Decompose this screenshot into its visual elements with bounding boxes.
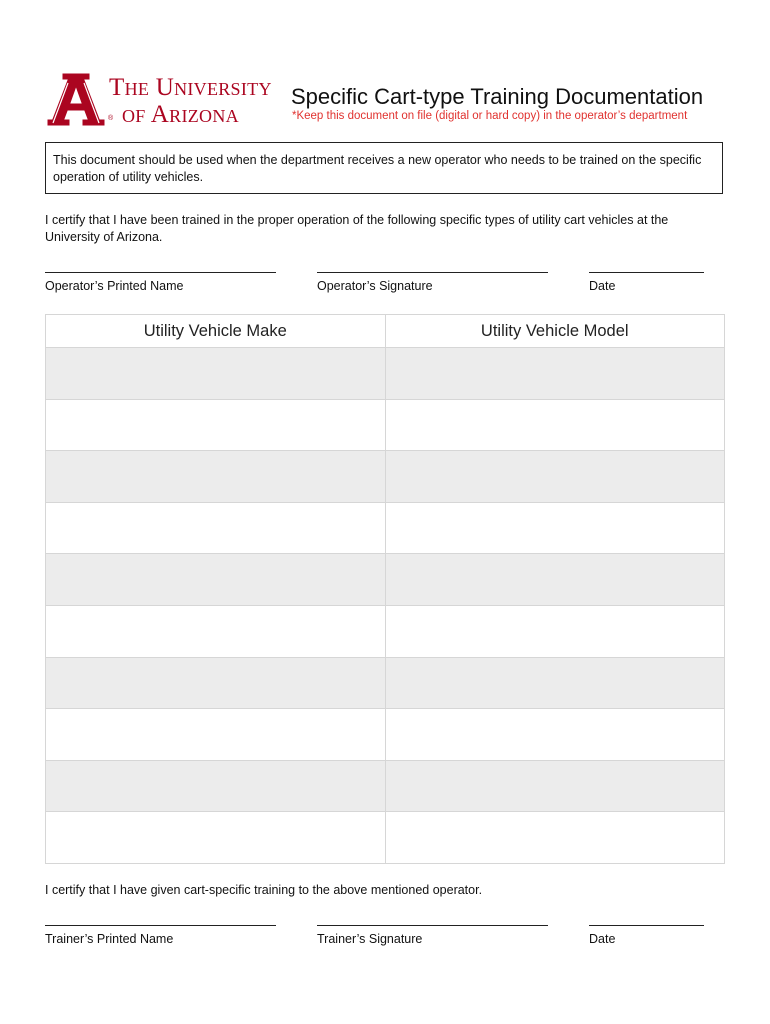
signature-rule (317, 915, 548, 926)
signature-rule (589, 915, 704, 926)
make-cell[interactable] (46, 658, 385, 709)
notice-box: This document should be used when the department receives a new operator who needs to be trained on the specific operation of utility vehicles. (45, 142, 723, 194)
operator-date-label: Date (589, 279, 616, 293)
trainer-signature-label: Trainer’s Signature (317, 932, 423, 946)
trainer-name-field[interactable] (45, 915, 276, 947)
signature-rule (45, 262, 276, 273)
column-header-model: Utility Vehicle Model (385, 315, 725, 347)
model-cell[interactable] (385, 451, 725, 502)
make-cell[interactable] (46, 503, 385, 554)
trainer-statement: I certify that I have given cart-specific training to the above mentioned operator. (45, 883, 483, 897)
table-row (46, 657, 724, 709)
signature-rule (45, 915, 276, 926)
operator-statement: I certify that I have been trained in the proper operation of the following specific types of utility cart vehicles at the University of Arizona. (45, 213, 669, 244)
model-cell[interactable] (385, 709, 725, 760)
trainer-date-field[interactable] (589, 915, 704, 947)
logo-text-arizona: of Arizona (122, 101, 239, 128)
table-row (46, 811, 724, 863)
document-title: Specific Cart-type Training Documentation (291, 84, 704, 109)
vehicle-table (45, 314, 725, 864)
logo-registered-mark: ® (108, 115, 114, 122)
table-row (46, 553, 724, 605)
document-subtitle: *Keep this document on file (digital or hard copy) in the operator’s department (292, 110, 688, 122)
signature-rule (589, 262, 704, 273)
make-cell[interactable] (46, 451, 385, 502)
table-row (46, 605, 724, 657)
model-cell[interactable] (385, 812, 725, 863)
table-row (46, 502, 724, 554)
table-row (46, 760, 724, 812)
table-row (46, 708, 724, 760)
arizona-a-logo-icon (45, 72, 107, 126)
operator-signature-field[interactable] (317, 262, 548, 294)
model-cell[interactable] (385, 348, 725, 399)
model-cell[interactable] (385, 658, 725, 709)
logo-text-university: The University (109, 74, 272, 101)
table-row (46, 399, 724, 451)
model-cell[interactable] (385, 554, 725, 605)
make-cell[interactable] (46, 400, 385, 451)
make-cell[interactable] (46, 606, 385, 657)
university-logo (45, 72, 281, 128)
make-cell[interactable] (46, 709, 385, 760)
model-cell[interactable] (385, 503, 725, 554)
table-row (46, 347, 724, 399)
signature-rule (317, 262, 548, 273)
trainer-name-label: Trainer’s Printed Name (45, 932, 174, 946)
model-cell[interactable] (385, 761, 725, 812)
make-cell[interactable] (46, 812, 385, 863)
trainer-date-label: Date (589, 932, 616, 946)
operator-signature-label: Operator’s Signature (317, 279, 433, 293)
operator-date-field[interactable] (589, 262, 704, 294)
make-cell[interactable] (46, 761, 385, 812)
operator-name-label: Operator’s Printed Name (45, 279, 184, 293)
column-header-make: Utility Vehicle Make (143, 322, 287, 340)
model-cell[interactable] (385, 400, 725, 451)
table-row (46, 450, 724, 502)
operator-name-field[interactable] (45, 262, 276, 294)
model-cell[interactable] (385, 606, 725, 657)
table-header (46, 315, 724, 347)
make-cell[interactable] (46, 348, 385, 399)
trainer-signature-field[interactable] (317, 915, 548, 947)
make-cell[interactable] (46, 554, 385, 605)
